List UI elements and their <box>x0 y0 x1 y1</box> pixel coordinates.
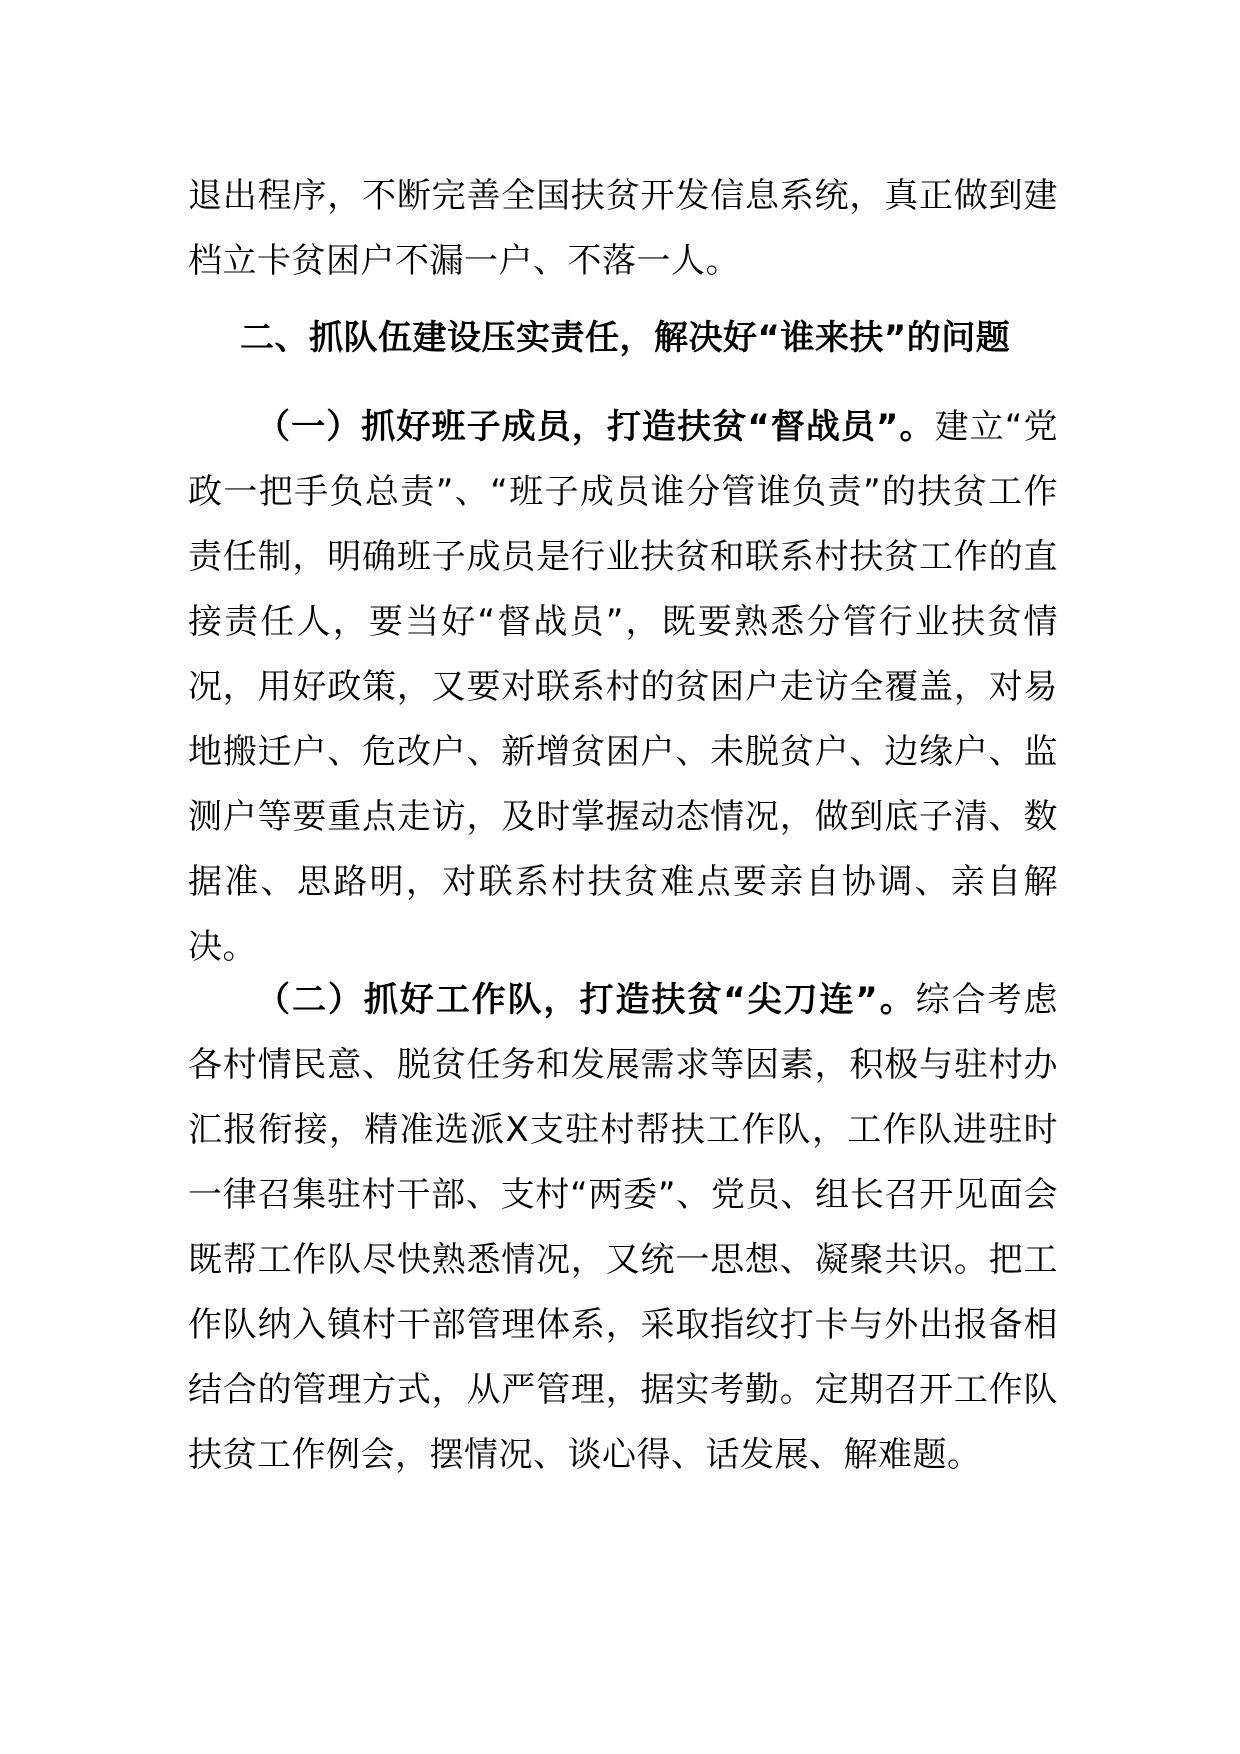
paragraph-lead: （二）抓好工作队，打造扶贫“尖刀连”。 <box>256 980 916 1020</box>
intro-paragraph: 退出程序，不断完善全国扶贫开发信息系统，真正做到建档立卡贫困户不漏一户、不落一人。 <box>188 176 1058 281</box>
paragraph-work-team <box>188 968 1058 1488</box>
paragraph-body: 综合考虑各村情民意、脱贫任务和发展需求等因素，积极与驻村办汇报衔接，精准选派X支驻村帮扶工作队，工作队进驻时一律召集驻村干部、支村“两委”、党员、组长召开见面会既帮工作队尽快熟悉情况，又统一思想、凝聚共识。把工作队纳入镇村干部管理体系，采取指纹打卡与外出报备相结合的管理方式，从严管理，据实考勤。定期召开工作队扶贫工作例会，摆情况、谈心得、话发展、解难题。 <box>188 980 1058 1475</box>
paragraph-team-leaders <box>188 395 1058 980</box>
paragraph-lead: （一）抓好班子成员，打造扶贫“督战员”。 <box>256 407 935 447</box>
paragraph-body: 建立“党政一把手负总责”、“班子成员谁分管谁负责”的扶贫工作责任制，明确班子成员是行业扶贫和联系村扶贫工作的直接责任人，要当好“督战员”，既要熟悉分管行业扶贫情况，用好政策，又要对联系村的贫困户走访全覆盖，对易地搬迁户、危改户、新增贫困户、未脱贫户、边缘户、监测户等要重点走访，及时掌握动态情况，做到底子清、数据准、思路明，对联系村扶贫难点要亲自协调、亲自解决。 <box>188 407 1058 967</box>
section-heading: 二、抓队伍建设压实责任，解决好“谁来扶”的问题 <box>240 318 1011 358</box>
